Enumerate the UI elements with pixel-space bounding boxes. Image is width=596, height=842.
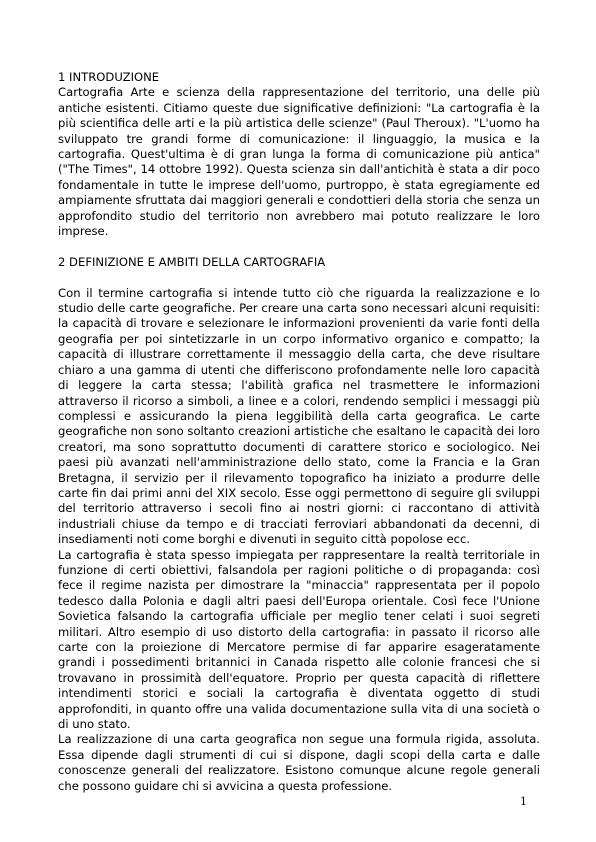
body-paragraph-1: Con il termine cartografia si intende tutto ciò che riguarda la realizzazione e lo studio delle carte geografiche. Per creare una carta sono necessari alcuni requisiti: la capacità di trovare e selezionare le informazioni provenienti da varie fonti della geografia per poi sintetizzarle in un corpo informativo organico e compatto; la capacità di illustrare correttamente il messaggio della carta, che deve risultare chiaro a una gamma di utenti che differiscono profondamente nelle loro capacità di leggere la carta stessa; l'abilità grafica nel trasmettere le informazioni attraverso il ricorso a simboli, a linee e a colori, rendendo semplici i messaggi più complessi e assicurando la piena leggibilità della carta geografica. Le carte geografiche non sono soltanto creazioni artistiche che esaltano le capacità dei loro creatori, ma sono soprattutto documenti di carattere storico e sociologico. Nei paesi più avanzati nell'amministrazione dello stato, come la Francia e la Gran Bretagna, il servizio per il rilevamento topografico ha iniziato a produrre delle carte fin dai primi anni del XIX secolo. Esse oggi permettono di seguire gli sviluppi del territorio attraverso i secoli fino ai nostri giorni: ci raccontano di attività industriali chiuse da tempo e di tracciati ferroviari abbandonati da decenni, di insediamenti noti come borghi e divenuti in seguito città popolose ecc. — [58, 285, 540, 547]
body-paragraph-2: La cartografia è stata spesso impiegata per rappresentare la realtà territoriale in funzione di certi obiettivi, falsandola per ragioni politiche o di propaganda: così fece il regime nazista per dimostrare la "minaccia" rappresentata per il popolo tedesco dalla Polonia e dagli altri paesi dell'Europa orientale. Così fece l'Unione Sovietica falsando la cartografia ufficiale per meglio tener celati i suoi segreti militari. Altro esempio di uso distorto della cartografia: in passato il ricorso alle carte con la proiezione di Mercatore permise di far apparire esageratamente grandi i possedimenti britannici in Canada rispetto alle colonie francesi che si trovavano in prossimità dell'equatore. Proprio per questa capacità di riflettere intendimenti storici e sociali la cartografia è diventata oggetto di studi approfonditi, in quanto offre una valida documentazione sulla vita di una società o di uno stato. — [58, 547, 540, 732]
intro-paragraph: Cartografia Arte e scienza della rappresentazione del territorio, una delle più antiche esistenti. Citiamo queste due significative definizioni: "La cartografia è la più scientifica delle arti e la più artistica delle scienze" (Paul Theroux). "L'uomo ha sviluppato tre grandi forme di comunicazione: il linguaggio, la musica e la cartografia. Quest'ultima è di gran lunga la forma di comunicazione più antica" ("The Times", 14 ottobre 1992). Questa scienza sin dall'antichità è stata a dir poco fondamentale in tutte le imprese dell'uomo, purtroppo, è stata egregiamente ed ampiamente sfruttata dai maggiori generali e condottieri della storia che senza un approfondito studio del territorio non avrebbero mai potuto realizzare le loro imprese. — [58, 85, 540, 239]
section-heading-definizione: 2 DEFINIZIONE E AMBITI DELLA CARTOGRAFIA — [58, 254, 326, 269]
page-number: 1 — [520, 795, 527, 808]
body-paragraph-3: La realizzazione di una carta geografica non segue una formula rigida, assoluta. Essa dipende dagli strumenti di cui si dispone, dagli scopi della carta e dalle conoscenze generali del realizzatore. Esistono comunque alcune regole generali che possono guidare chi si avvicina a questa professione. — [58, 732, 540, 793]
section-spacer — [58, 239, 540, 254]
section-heading-introduzione: 1 INTRODUZIONE — [58, 70, 160, 84]
section-spacer — [58, 270, 540, 285]
document-page — [58, 70, 540, 794]
